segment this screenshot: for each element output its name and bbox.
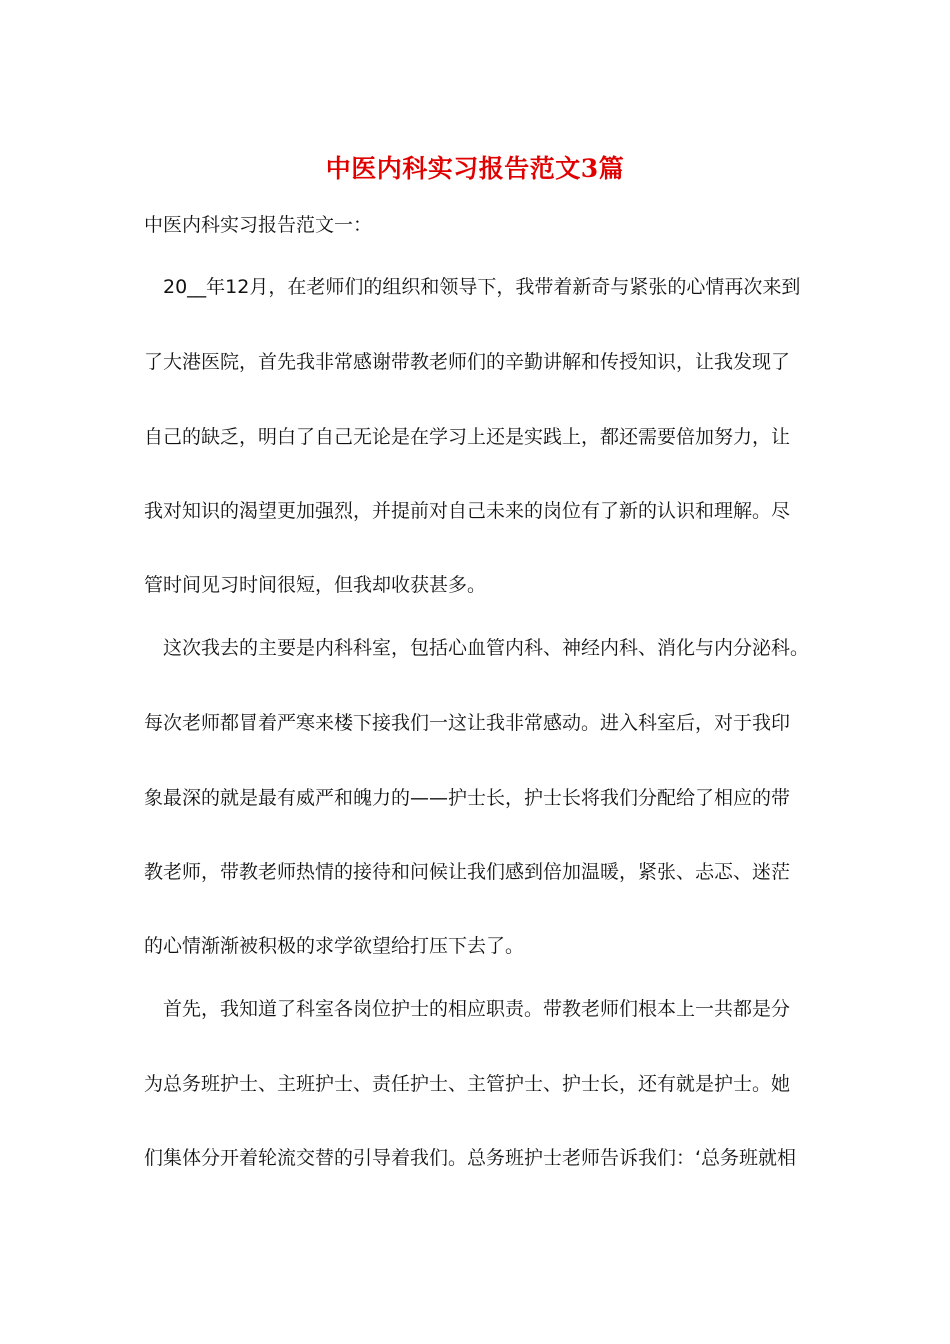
paragraph-line: 的心情渐渐被积极的求学欲望给打压下去了。 (144, 935, 525, 957)
paragraph-line: 我对知识的渴望更加强烈，并提前对自己未来的岗位有了新的认识和理解。尽 (144, 500, 791, 522)
paragraph-line: 这次我去的主要是内科科室，包括心血管内科、神经内科、消化与内分泌科。 (163, 637, 810, 659)
section-heading: 中医内科实习报告范文一： (144, 214, 373, 236)
paragraph-line: 象最深的就是最有威严和魄力的——护士长，护士长将我们分配给了相应的带 (144, 787, 791, 809)
paragraph-line: 们集体分开着轮流交替的引导着我们。总务班护士老师告诉我们：‘总务班就相 (144, 1147, 797, 1169)
paragraph-line: 每次老师都冒着严寒来楼下接我们一这让我非常感动。进入科室后，对于我印 (144, 712, 791, 734)
paragraph-line: 自己的缺乏，明白了自己无论是在学习上还是实践上，都还需要倍加努力，让 (144, 426, 791, 448)
paragraph-line: 首先，我知道了科室各岗位护士的相应职责。带教老师们根本上一共都是分 (163, 998, 791, 1020)
paragraph-line: 管时间见习时间很短，但我却收获甚多。 (144, 574, 487, 596)
paragraph-line: 20__年12月，在老师们的组织和领导下，我带着新奇与紧张的心情再次来到 (163, 276, 801, 298)
paragraph-line: 教老师，带教老师热情的接待和问候让我们感到倍加温暖，紧张、忐忑、迷茫 (144, 861, 791, 883)
paragraph-line: 了大港医院，首先我非常感谢带教老师们的辛勤讲解和传授知识，让我发现了 (144, 351, 791, 373)
paragraph-line: 为总务班护士、主班护士、责任护士、主管护士、护士长，还有就是护士。她 (144, 1073, 791, 1095)
document-title: 中医内科实习报告范文3篇 (325, 154, 625, 183)
